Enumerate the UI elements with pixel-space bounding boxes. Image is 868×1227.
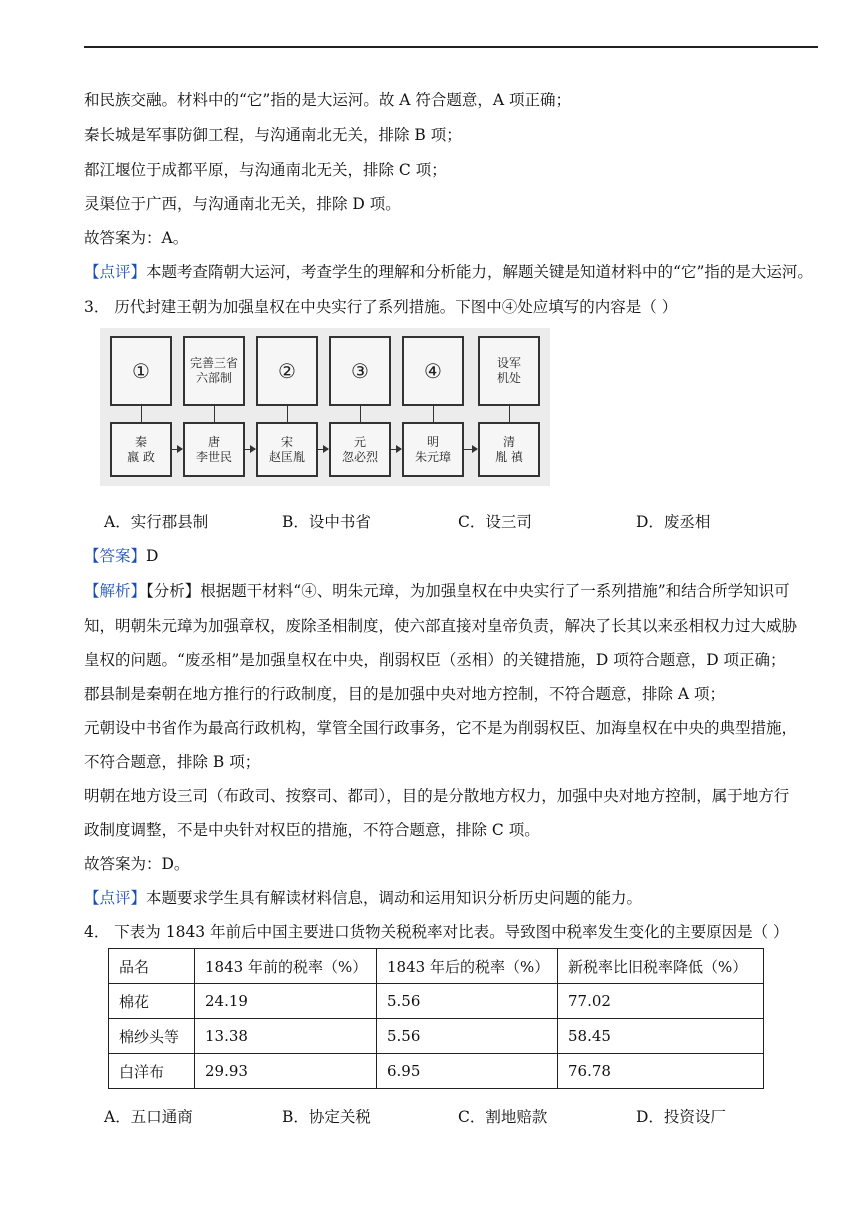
question-4-stem: 4． 下表为 1843 年前后中国主要进口货物关税税率对比表。导致图中税率发生变化的主要原因是（ ） (84, 923, 789, 941)
diagram-bottom-box-4: 元 忽必烈 (329, 422, 391, 477)
analysis-line: 故答案为：D。 (84, 855, 190, 873)
analysis-tag: 【解析】 (84, 582, 147, 600)
analysis-text: 【分析】根据题干材料“④、明朱元璋，为加强皇权在中央实行了一系列措施”和结合所学知识可 (146, 582, 790, 600)
connector-line (360, 406, 361, 422)
table-header-cell: 新税率比旧税率降低（%） (558, 949, 764, 984)
q3-option-b: B．设中书省 (282, 513, 371, 531)
q3-option-c: C．设三司 (458, 513, 532, 531)
text-line: 灵渠位于广西，与沟通南北无关，排除 D 项。 (84, 195, 401, 213)
diagram-top-box-5: ④ (402, 336, 464, 406)
header-rule (84, 46, 818, 48)
q4-option-a: A．五口通商 (104, 1108, 193, 1126)
diagram-bottom-box-2: 唐 李世民 (183, 422, 245, 477)
q3-option-d: D．废丞相 (636, 513, 711, 531)
answer-value: D (146, 547, 159, 565)
diagram-top-box-3: ② (256, 336, 318, 406)
table-cell: 棉花 (109, 984, 195, 1019)
analysis-line: 不符合题意，排除 B 项； (84, 753, 261, 771)
diagram-bottom-box-3: 宋 赵匡胤 (256, 422, 318, 477)
q3-comment-line (84, 888, 642, 908)
table-row (109, 1019, 764, 1054)
table-cell: 24.19 (195, 984, 377, 1019)
table-header-row (109, 949, 764, 984)
table-cell: 29.93 (195, 1054, 377, 1089)
comment-text: 本题考查隋朝大运河，考查学生的理解和分析能力，解题关键是知道材料中的“它”指的是大运河。 (146, 263, 813, 281)
table-header-cell: 1843 年前的税率（%） (195, 949, 377, 984)
text-line: 秦长城是军事防御工程，与沟通南北无关，排除 B 项； (84, 126, 462, 144)
analysis-line: 元朝设中书省作为最高行政机构，掌管全国行政事务，它不是为削弱权臣、加海皇权在中央的典型措施， (84, 719, 798, 737)
connector-line (433, 406, 434, 422)
text-line: 都江堰位于成都平原，与沟通南北无关，排除 C 项； (84, 161, 447, 179)
q3-option-a: A．实行郡县制 (104, 513, 209, 531)
tariff-table (108, 948, 764, 1089)
arrow (391, 449, 401, 450)
table-cell: 58.45 (558, 1019, 764, 1054)
table-cell: 77.02 (558, 984, 764, 1019)
q4-option-c: C．割地赔款 (458, 1108, 548, 1126)
analysis-line: 知，明朝朱元璋为加强章权，废除圣相制度，使六部直接对皇帝负责，解决了长其以来丞相权力过大威胁 (84, 617, 798, 635)
arrow (318, 449, 328, 450)
diagram-top-box-6: 设军 机处 (478, 336, 540, 406)
table-row (109, 1054, 764, 1089)
diagram-bottom-box-1: 秦 嬴 政 (110, 422, 172, 477)
q4-option-d: D．投资设厂 (636, 1108, 726, 1126)
analysis-line: 明朝在地方设三司（布政司、按察司、都司），目的是分散地方权力，加强中央对地方控制，属于地方行 (84, 787, 790, 805)
table-header-cell: 品名 (109, 949, 195, 984)
table-cell: 5.56 (377, 1019, 558, 1054)
q3-diagram (100, 328, 550, 486)
table-cell: 6.95 (377, 1054, 558, 1089)
diagram-top-box-2: 完善三省 六部制 (183, 336, 245, 406)
analysis-line (84, 581, 790, 601)
q3-answer-line (84, 546, 158, 566)
table-header-cell: 1843 年后的税率（%） (377, 949, 558, 984)
arrow (245, 449, 255, 450)
table-cell: 13.38 (195, 1019, 377, 1054)
table-cell: 5.56 (377, 984, 558, 1019)
comment-tag: 【点评】 (84, 889, 147, 907)
arrow (464, 449, 477, 450)
table-cell: 棉纱头等 (109, 1019, 195, 1054)
table-cell: 76.78 (558, 1054, 764, 1089)
arrow (172, 449, 182, 450)
comment-line (84, 262, 813, 282)
answer-tag: 【答案】 (84, 547, 147, 565)
question-3-stem: 3． 历代封建王朝为加强皇权在中央实行了系列措施。下图中④处应填写的内容是（ ） (84, 298, 678, 316)
analysis-line: 郡县制是秦朝在地方推行的行政制度，目的是加强中央对地方控制，不符合题意，排除 A 项； (84, 685, 726, 703)
comment-tag: 【点评】 (84, 263, 147, 281)
diagram-bottom-box-5: 明 朱元璋 (402, 422, 464, 477)
q4-option-b: B．协定关税 (282, 1108, 371, 1126)
analysis-line: 皇权的问题。“废丞相”是加强皇权在中央，削弱权臣（丞相）的关键措施，D 项符合题意，D 项正确； (84, 651, 786, 669)
analysis-line: 政制度调整，不是中央针对权臣的措施，不符合题意，排除 C 项。 (84, 821, 540, 839)
connector-line (509, 406, 510, 422)
table-row (109, 984, 764, 1019)
connector-line (141, 406, 142, 422)
comment-text: 本题要求学生具有解读材料信息，调动和运用知识分析历史问题的能力。 (146, 889, 643, 907)
text-line: 故答案为：A。 (84, 229, 189, 247)
diagram-bottom-box-6: 清 胤 禛 (478, 422, 540, 477)
text-line: 和民族交融。材料中的“它”指的是大运河。故 A 符合题意，A 项正确； (84, 91, 572, 109)
connector-line (287, 406, 288, 422)
connector-line (214, 406, 215, 422)
diagram-top-box-1: ① (110, 336, 172, 406)
table-cell: 白洋布 (109, 1054, 195, 1089)
diagram-top-box-4: ③ (329, 336, 391, 406)
